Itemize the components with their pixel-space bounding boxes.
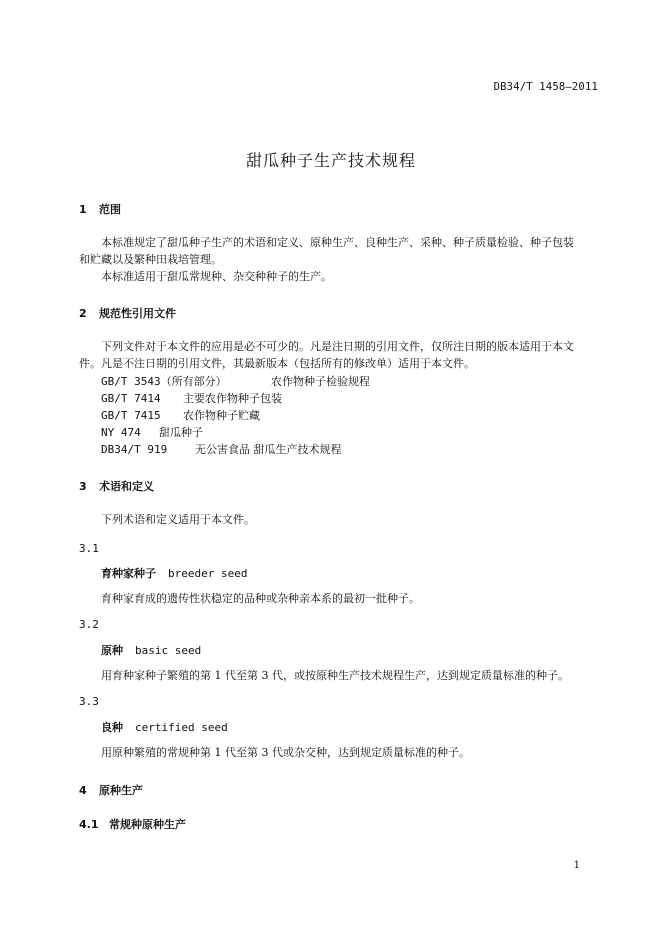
term-heading — [101, 565, 247, 581]
reference-title: 主要农作物种子包装 — [183, 392, 282, 405]
section-title: 范围 — [99, 203, 121, 216]
term-zh: 良种 — [101, 721, 123, 734]
reference-code: GB/T 7414 — [101, 392, 161, 405]
term-definition: 用原种繁殖的常规种第 1 代至第 3 代或杂交种，达到规定质量标准的种子。 — [101, 746, 470, 759]
reference-item — [101, 390, 370, 407]
section-2-heading — [79, 305, 176, 321]
term-definition: 育种家育成的遗传性状稳定的品种或杂种亲本系的最初一批种子。 — [101, 592, 420, 605]
paragraph-line: 件。凡是不注日期的引用文件，其最新版本（包括所有的修改单）适用于本文件。 — [79, 357, 475, 370]
paragraph-line: 和贮藏以及繁种田栽培管理。 — [79, 253, 222, 266]
term-number: 3.1 — [79, 542, 99, 555]
standard-code: DB34/T 1458—2011 — [493, 81, 598, 93]
section-3-heading — [79, 478, 154, 494]
section-title: 规范性引用文件 — [99, 307, 176, 320]
reference-title: 无公害食品 甜瓜生产技术规程 — [195, 443, 342, 456]
term-definition: 用育种家种子繁殖的第 1 代至第 3 代，或按原种生产技术规程生产，达到规定质量标准的种子。 — [101, 669, 569, 682]
reference-item — [101, 441, 370, 458]
reference-code: NY 474 — [101, 426, 141, 439]
section-number: 3 — [79, 480, 87, 493]
reference-title: 甜瓜种子 — [159, 426, 203, 439]
paragraph-line: 下列文件对于本文件的应用是必不可少的。凡是注日期的引用文件，仅所注日期的版本适用于本文 — [101, 340, 574, 353]
section-3-intro: 下列术语和定义适用于本文件。 — [101, 513, 255, 526]
term-heading — [101, 719, 228, 735]
subsection-title: 常规种原种生产 — [109, 818, 186, 831]
reference-title: 农作物种子检验规程 — [271, 375, 370, 388]
section-number: 1 — [79, 203, 87, 216]
reference-code: DB34/T 919 — [101, 443, 168, 456]
section-number: 4 — [79, 784, 87, 797]
term-heading — [101, 642, 201, 658]
reference-item — [101, 373, 370, 390]
section-1-heading — [79, 201, 121, 217]
term-en: breeder seed — [168, 567, 248, 580]
paragraph-line: 本标准规定了甜瓜种子生产的术语和定义、原种生产、良种生产、采种、种子质量检验、种子包装 — [101, 236, 574, 249]
term-en: basic seed — [135, 644, 202, 657]
term-number: 3.2 — [79, 618, 99, 631]
section-number: 2 — [79, 307, 87, 320]
reference-item — [101, 424, 370, 441]
reference-item — [101, 407, 370, 424]
section-2-body — [79, 338, 609, 372]
term-zh: 原种 — [101, 644, 123, 657]
reference-title: 农作物种子贮藏 — [183, 409, 260, 422]
section-title: 原种生产 — [99, 784, 143, 797]
reference-code: GB/T 3543（所有部分） — [101, 375, 227, 388]
term-number: 3.3 — [79, 695, 99, 708]
section-1-body — [79, 234, 609, 285]
section-title: 术语和定义 — [99, 480, 154, 493]
subsection-4-1-heading — [79, 816, 186, 832]
document-title: 甜瓜种子生产技术规程 — [245, 151, 416, 170]
subsection-number: 4.1 — [79, 818, 99, 831]
normative-references-list — [101, 373, 370, 458]
section-4-heading — [79, 782, 143, 798]
reference-code: GB/T 7415 — [101, 409, 161, 422]
term-en: certified seed — [135, 721, 228, 734]
paragraph-line: 本标准适用于甜瓜常规种、杂交种种子的生产。 — [101, 270, 332, 283]
page-number: 1 — [573, 860, 580, 871]
term-zh: 育种家种子 — [101, 567, 156, 580]
